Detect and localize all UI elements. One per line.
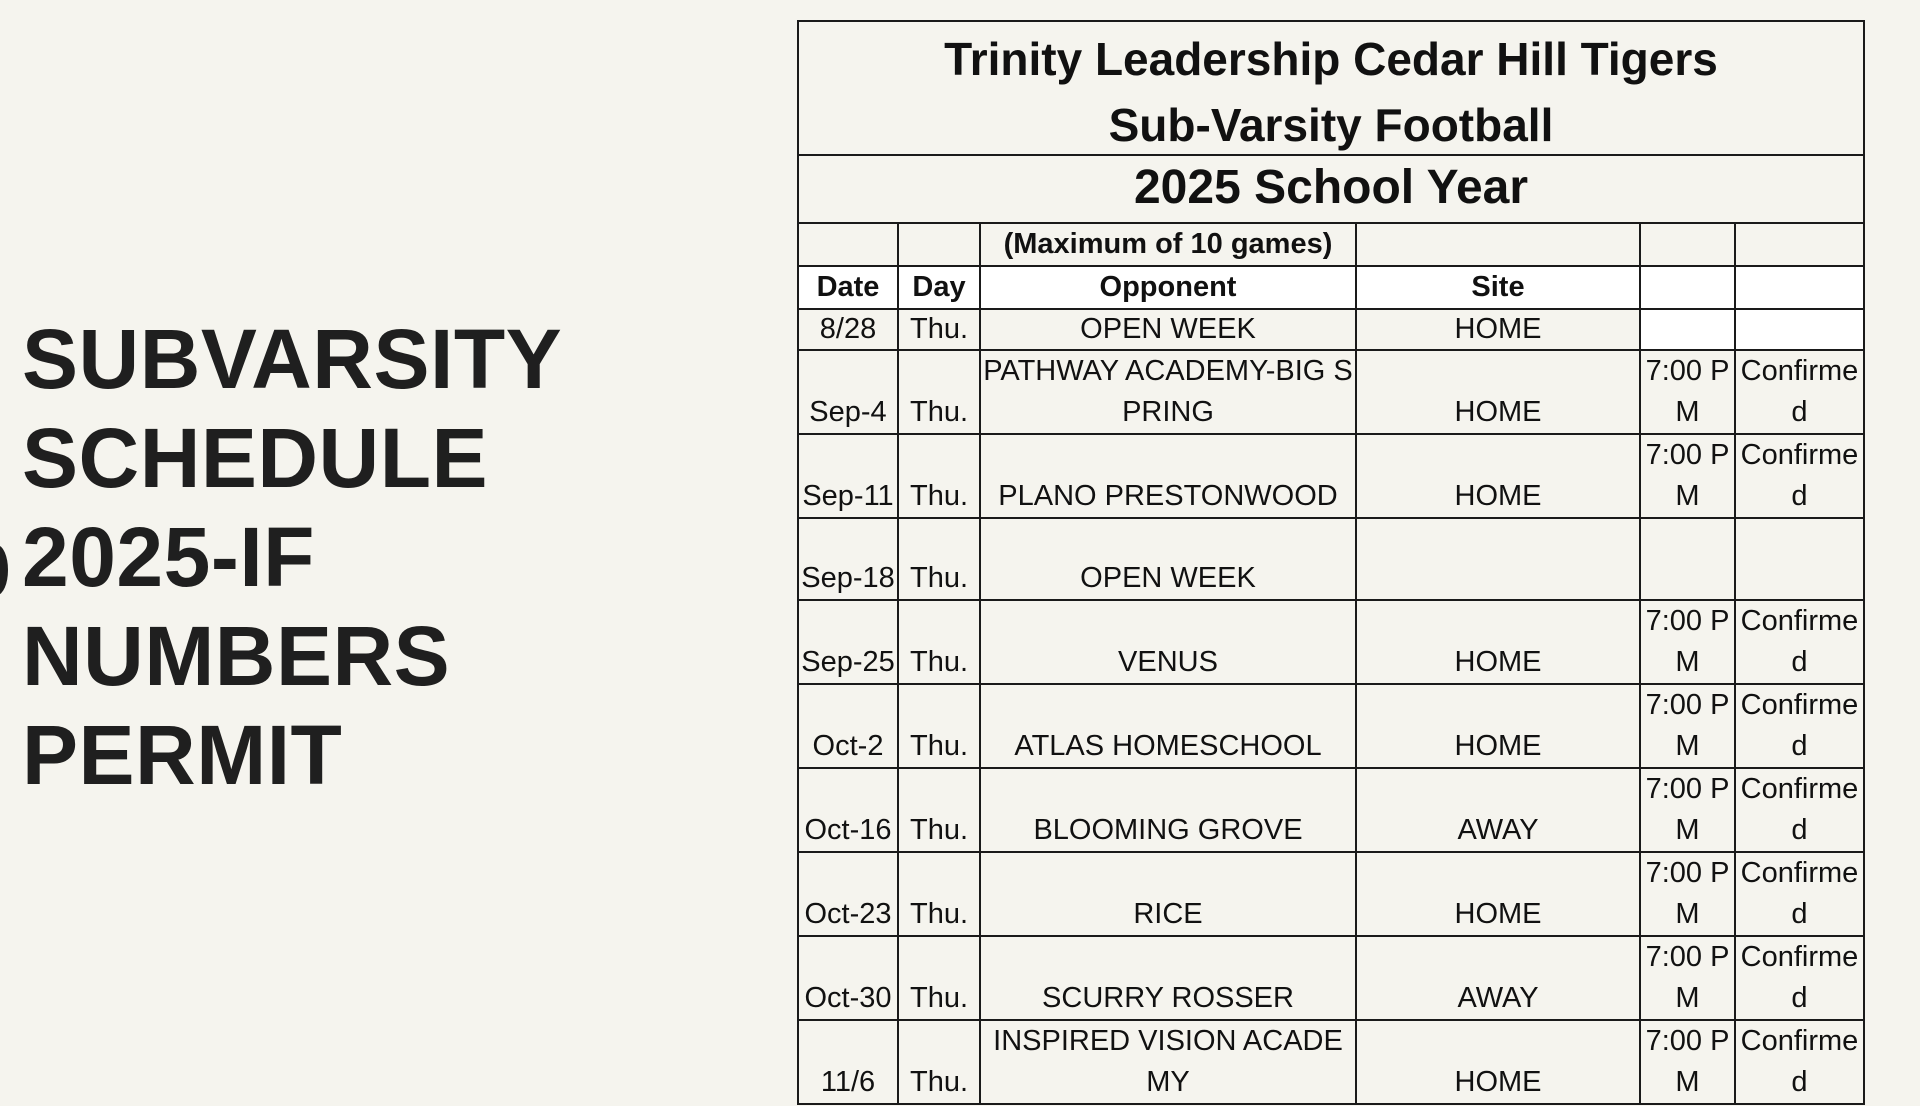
cell-opponent: VENUS — [980, 600, 1356, 684]
max-games-note: (Maximum of 10 games) — [980, 224, 1356, 266]
cell-status: Confirmed — [1735, 684, 1863, 768]
schedule-row — [799, 434, 1863, 518]
schedule-subtitle: Sub-Varsity Football — [1108, 99, 1554, 151]
note-row — [799, 224, 1863, 266]
cell-opponent: OPEN WEEK — [980, 518, 1356, 600]
cell-date: Sep-18 — [799, 518, 898, 600]
cell-status: Confirmed — [1735, 852, 1863, 936]
schedule-row — [799, 518, 1863, 600]
cell-day: Thu. — [898, 309, 980, 350]
cell-opponent: PLANO PRESTONWOOD — [980, 434, 1356, 518]
cell-opponent: BLOOMING GROVE — [980, 768, 1356, 852]
column-header-time — [1640, 266, 1735, 309]
cell-opponent: RICE — [980, 852, 1356, 936]
cell-time: 7:00 PM — [1640, 350, 1735, 434]
heading-line: NUMBERS — [22, 609, 451, 703]
cell-day: Thu. — [898, 852, 980, 936]
cell-opponent: SCURRY ROSSER — [980, 936, 1356, 1020]
cell-status — [1735, 518, 1863, 600]
note-cell-empty — [898, 224, 980, 266]
cell-date: Sep-11 — [799, 434, 898, 518]
cell-status: Confirmed — [1735, 1020, 1863, 1103]
cell-time: 7:00 PM — [1640, 684, 1735, 768]
cell-time: 7:00 PM — [1640, 1020, 1735, 1103]
cropped-glyph-mark — [0, 545, 8, 595]
schedule-row — [799, 309, 1863, 350]
note-cell-empty — [1735, 224, 1863, 266]
cell-time — [1640, 309, 1735, 350]
cell-date: Oct-16 — [799, 768, 898, 852]
column-header-site: Site — [1356, 266, 1640, 309]
school-year: 2025 School Year — [799, 156, 1863, 224]
cell-site: HOME — [1356, 350, 1640, 434]
column-header-row — [799, 266, 1863, 309]
cell-status: Confirmed — [1735, 936, 1863, 1020]
schedule-row — [799, 350, 1863, 434]
page-heading — [22, 310, 662, 805]
cell-status — [1735, 309, 1863, 350]
heading-line: SUBVARSITY — [22, 312, 563, 406]
cell-time: 7:00 PM — [1640, 600, 1735, 684]
schedule-row — [799, 768, 1863, 852]
cell-date: Sep-4 — [799, 350, 898, 434]
cell-site: HOME — [1356, 1020, 1640, 1103]
cell-date: Oct-30 — [799, 936, 898, 1020]
schedule-title-block — [799, 22, 1863, 156]
column-header-day: Day — [898, 266, 980, 309]
cell-site: HOME — [1356, 309, 1640, 350]
cell-date: 8/28 — [799, 309, 898, 350]
column-header-opponent: Opponent — [980, 266, 1356, 309]
cell-status: Confirmed — [1735, 600, 1863, 684]
cell-day: Thu. — [898, 518, 980, 600]
cell-day: Thu. — [898, 434, 980, 518]
cell-date: Oct-2 — [799, 684, 898, 768]
cell-time: 7:00 PM — [1640, 768, 1735, 852]
note-cell-empty — [1640, 224, 1735, 266]
cell-opponent: OPEN WEEK — [980, 309, 1356, 350]
cell-time: 7:00 PM — [1640, 434, 1735, 518]
cell-date: Oct-23 — [799, 852, 898, 936]
note-cell-empty — [1356, 224, 1640, 266]
cell-date: 11/6 — [799, 1020, 898, 1103]
cell-site: AWAY — [1356, 936, 1640, 1020]
heading-line: 2025-IF — [22, 510, 315, 604]
schedule-row — [799, 852, 1863, 936]
cell-site — [1356, 518, 1640, 600]
cell-opponent: PATHWAY ACADEMY-BIG SPRING — [980, 350, 1356, 434]
schedule-sheet — [797, 20, 1865, 1105]
schedule-table — [799, 224, 1863, 1103]
heading-line: SCHEDULE — [22, 411, 489, 505]
cell-time: 7:00 PM — [1640, 852, 1735, 936]
schedule-row — [799, 600, 1863, 684]
cell-opponent: INSPIRED VISION ACADEMY — [980, 1020, 1356, 1103]
schedule-row — [799, 936, 1863, 1020]
heading-line: PERMIT — [22, 708, 343, 802]
cell-day: Thu. — [898, 600, 980, 684]
schedule-row — [799, 684, 1863, 768]
cell-time — [1640, 518, 1735, 600]
schedule-title: Trinity Leadership Cedar Hill Tigers — [944, 33, 1718, 85]
cell-site: HOME — [1356, 434, 1640, 518]
cell-status: Confirmed — [1735, 434, 1863, 518]
cell-site: HOME — [1356, 852, 1640, 936]
cell-site: HOME — [1356, 684, 1640, 768]
column-header-date: Date — [799, 266, 898, 309]
schedule-row — [799, 1020, 1863, 1103]
cell-day: Thu. — [898, 936, 980, 1020]
column-header-status — [1735, 266, 1863, 309]
cell-time: 7:00 PM — [1640, 936, 1735, 1020]
cell-status: Confirmed — [1735, 350, 1863, 434]
cell-day: Thu. — [898, 684, 980, 768]
cell-day: Thu. — [898, 1020, 980, 1103]
cell-day: Thu. — [898, 768, 980, 852]
cell-site: HOME — [1356, 600, 1640, 684]
cell-status: Confirmed — [1735, 768, 1863, 852]
cell-opponent: ATLAS HOMESCHOOL — [980, 684, 1356, 768]
note-cell-empty — [799, 224, 898, 266]
cell-site: AWAY — [1356, 768, 1640, 852]
cell-date: Sep-25 — [799, 600, 898, 684]
cell-day: Thu. — [898, 350, 980, 434]
